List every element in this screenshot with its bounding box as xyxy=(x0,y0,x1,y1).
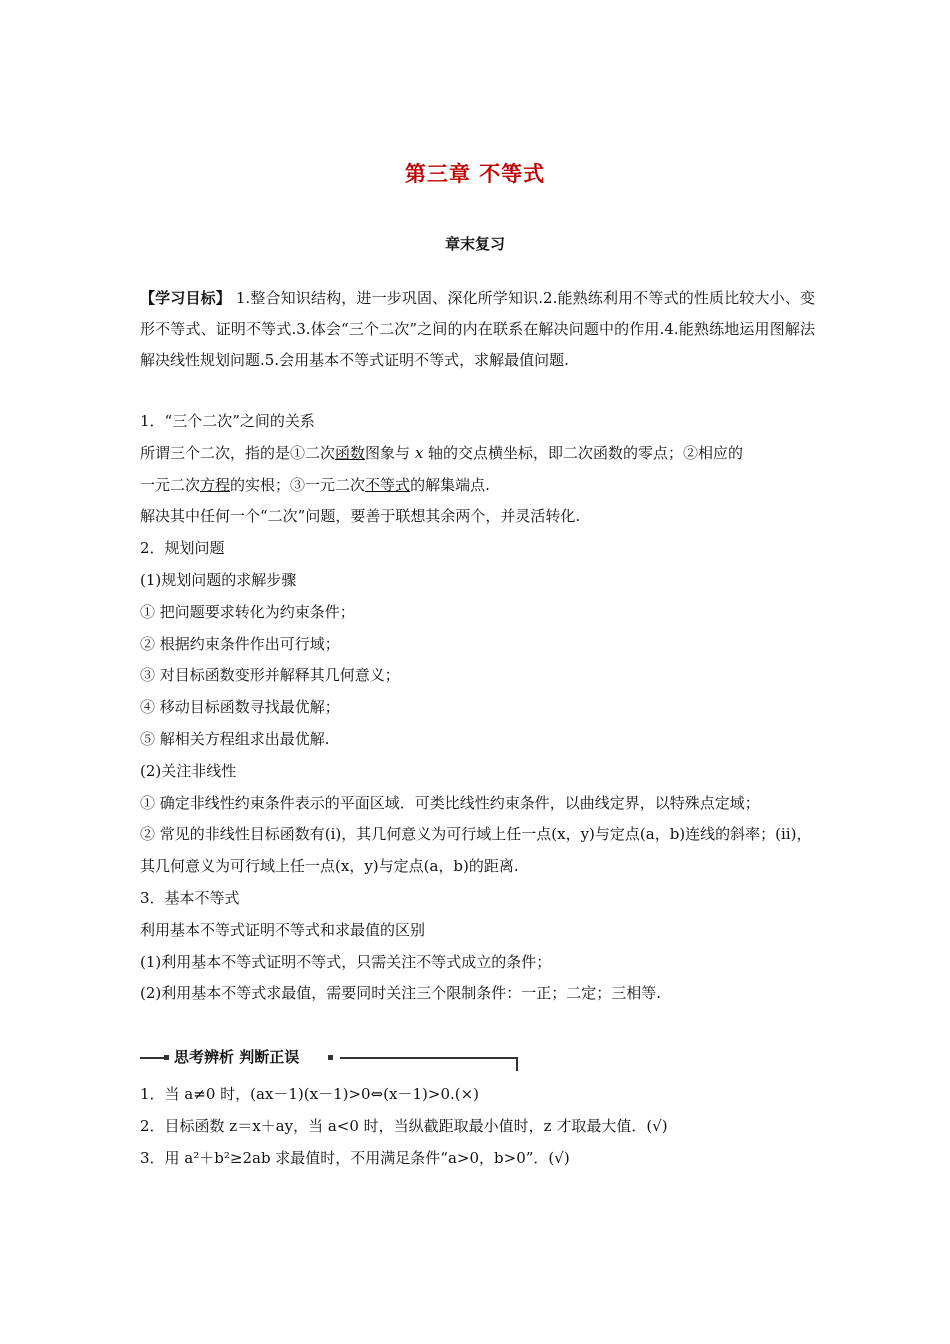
s2-sub2: (2)关注非线性 xyxy=(140,761,237,780)
s1-heading: 1．“三个二次”之间的关系 xyxy=(140,412,315,430)
goals-tag: 【学习目标】 xyxy=(140,289,231,307)
s1-paragraph-2 xyxy=(140,470,815,502)
s2-nonlinear-2: ② 常见的非线性目标函数有(ⅰ)，其几何意义为可行域上任一点(x，y)与定点(a，b)连线的斜率；(ⅱ)，其几何意义为可行域上任一点(x，y)与定点(a，b)的距离. xyxy=(140,825,812,876)
s1-paragraph-3: 解决其中任何一个“二次”问题，要善于联想其余两个，并灵活转化. xyxy=(140,507,581,526)
s1-var-x: x xyxy=(414,443,424,462)
goals-text: 1.整合知识结构，进一步巩固、深化所学知识.2.能熟练利用不等式的性质比较大小、变形不等式、证明不等式.3.体会“三个二次”之间的内在联系在解决问题中的作用.4.能熟练地运用图解法解决线性规划问题.5.会用基本不等式证明不等式，求解最值问题. xyxy=(140,289,815,369)
question-item: 3．用 a²＋b²≥2ab 求最值时，不用满足条件“a>0，b>0”．(√) xyxy=(140,1149,570,1167)
banner-rule-left xyxy=(140,1057,164,1059)
question-item: 1．当 a≠0 时，(ax－1)(x－1)>0⇔(x－1)>0.(×) xyxy=(140,1085,480,1103)
s1-paragraph-1 xyxy=(140,438,815,470)
judgement-questions xyxy=(140,1078,815,1174)
section-title: 章末复习 xyxy=(444,235,505,253)
s1-underline-equation: 方程 xyxy=(200,475,231,494)
s1-underline-inequality: 不等式 xyxy=(365,475,411,494)
banner-square-icon xyxy=(164,1055,169,1060)
s1-p2-part-b: 的实根；③一元二次 xyxy=(230,475,366,494)
s1-p2-part-c: 的解集端点. xyxy=(410,475,490,494)
banner-label: 思考辨析 判断正误 xyxy=(174,1048,300,1066)
s3-item-1: (1)利用基本不等式证明不等式，只需关注不等式成立的条件； xyxy=(140,952,552,971)
s1-p1-part-a: 所谓三个二次，指的是①二次 xyxy=(140,443,336,462)
s3-heading: 3．基本不等式 xyxy=(140,888,240,907)
s2-step-2: ② 根据约束条件作出可行域； xyxy=(140,634,340,653)
s3-intro: 利用基本不等式证明不等式和求最值的区别 xyxy=(140,920,426,939)
banner-rule-right xyxy=(340,1057,518,1059)
s2-step-5: ⑤ 解相关方程组求出最优解. xyxy=(140,729,330,748)
s1-p1-part-c: 轴的交点横坐标，即二次函数的零点；②相应的 xyxy=(423,443,744,462)
banner-square-icon xyxy=(328,1055,333,1060)
question-item: 2．目标函数 z＝x＋ay，当 a<0 时，当纵截距取最小值时，z 才取最大值．(√) xyxy=(140,1117,668,1135)
think-banner xyxy=(140,1043,520,1073)
chapter-title: 第三章 不等式 xyxy=(404,162,546,186)
banner-end-tick xyxy=(516,1057,518,1071)
s2-step-1: ① 把问题要求转化为约束条件； xyxy=(140,602,355,621)
s1-p1-part-b: 图象与 xyxy=(365,443,415,462)
s2-sub1: (1)规划问题的求解步骤 xyxy=(140,570,297,589)
s2-step-4: ④ 移动目标函数寻找最优解； xyxy=(140,698,340,717)
s2-heading: 2．规划问题 xyxy=(140,539,225,558)
s3-item-2: (2)利用基本不等式求最值，需要同时关注三个限制条件：一正；二定；三相等. xyxy=(140,984,662,1003)
s1-underline-function: 函数 xyxy=(335,443,366,462)
summary-content xyxy=(140,406,815,1010)
s2-nonlinear-1: ① 确定非线性约束条件表示的平面区域．可类比线性约束条件，以曲线定界，以特殊点定域； xyxy=(140,793,760,812)
learning-goals xyxy=(140,283,815,376)
s1-p2-part-a: 一元二次 xyxy=(140,475,201,494)
s2-step-3: ③ 对目标函数变形并解释其几何意义； xyxy=(140,666,400,685)
